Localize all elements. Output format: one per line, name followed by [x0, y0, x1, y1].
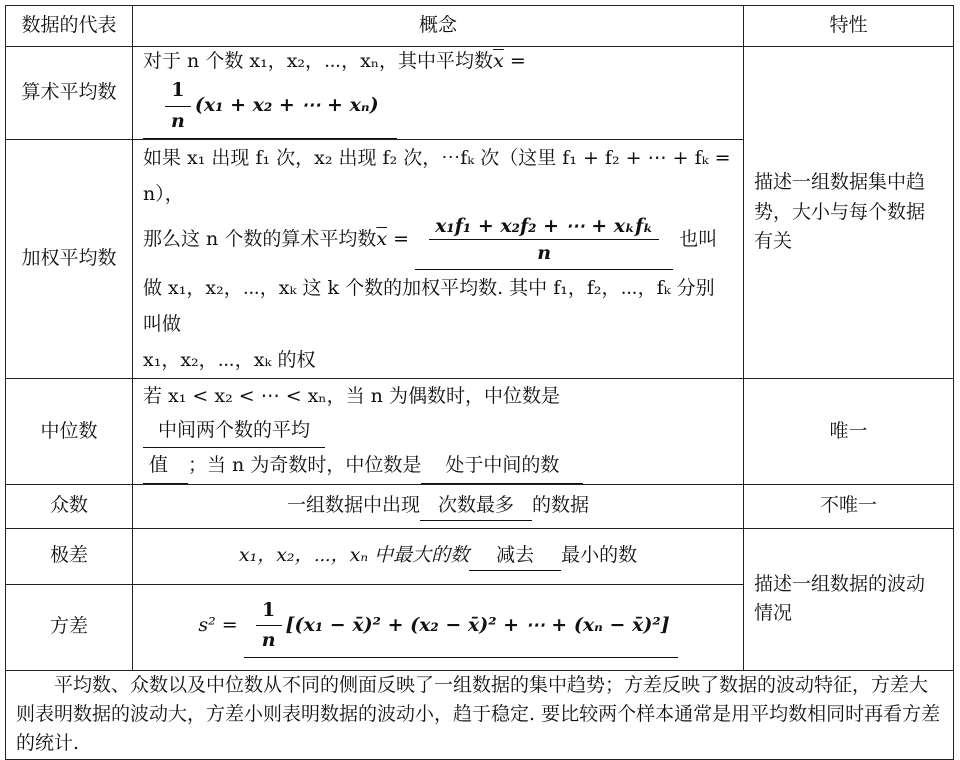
name-range: 极差	[6, 528, 133, 584]
concept-variance	[133, 584, 744, 670]
concept-median	[133, 378, 744, 484]
header-row	[6, 6, 954, 47]
variance-formula: [(x₁ − x̄)² + (x₂ − x̄)² + ⋯ + (xₙ − x̄)²]	[285, 613, 670, 636]
mode-text1: 一组数据中出现	[286, 493, 420, 516]
summary-text: 平均数、众数以及中位数从不同的侧面反映了一组数据的集中趋势；方差反映了数据的波动特征，方差大则表明数据的波动大，方差小则表明数据的波动小，趋于稳定. 要比较两个样本通常是用平均数相同时再看方差的统计.	[6, 670, 954, 759]
weighted-fraction	[429, 213, 659, 267]
row-median	[6, 378, 954, 484]
concept-range	[133, 528, 744, 584]
name-variance: 方差	[6, 584, 133, 670]
trait-mode: 不唯一	[744, 484, 954, 528]
median-blank2: 处于中间的数	[421, 448, 583, 483]
range-blank: 减去	[469, 541, 561, 571]
weighted-xbar: $\overline{x}$	[376, 227, 388, 250]
variance-frac-num: 1	[262, 598, 276, 621]
variance-lhs: s² =	[198, 613, 238, 636]
header-trait: 特性	[744, 6, 954, 47]
mode-blank: 次数最多	[420, 491, 532, 521]
trait-central-tendency: 描述一组数据集中趋势，大小与每个数据有关	[744, 47, 954, 379]
mean-xbar: $\overline{x}$	[493, 50, 504, 72]
variance-formula-box	[244, 596, 678, 659]
weighted-line1: 如果 x₁ 出现 f₁ 次，x₂ 出现 f₂ 次，⋯fₖ 次（这里 f₁ + f₂ + ⋯ + fₖ = n），	[143, 147, 731, 206]
statistics-table	[5, 5, 954, 760]
concept-arithmetic-mean	[133, 47, 744, 140]
variance-fraction	[256, 596, 282, 656]
weighted-frac-den: n	[429, 239, 659, 267]
row-mode	[6, 484, 954, 528]
median-text1: 若 x₁ < x₂ < ⋯ < xₙ，当 n 为偶数时，中位数是	[143, 384, 560, 407]
concept-weighted-mean	[133, 140, 744, 379]
header-representative: 数据的代表	[6, 6, 133, 47]
range-text1: x₁，x₂，⋯，xₙ 中最大的数	[238, 543, 470, 566]
name-mode: 众数	[6, 484, 133, 528]
trait-dispersion: 描述一组数据的波动情况	[744, 528, 954, 670]
weighted-line2	[143, 213, 733, 270]
name-median: 中位数	[6, 378, 133, 484]
weighted-eq: =	[387, 227, 410, 250]
mean-fraction	[165, 76, 191, 136]
mean-frac-den: n	[165, 106, 191, 136]
mean-eq: =	[503, 50, 526, 72]
mean-text: 对于 n 个数 x₁，x₂，⋯，xₙ，其中平均数	[143, 50, 494, 72]
variance-frac-den: n	[256, 625, 282, 655]
trait-median: 唯一	[744, 378, 954, 484]
weighted-formula-box	[415, 213, 673, 270]
row-summary	[6, 670, 954, 759]
median-text2: ；当 n 为奇数时，中位数是	[188, 454, 422, 477]
name-arithmetic-mean: 算术平均数	[6, 47, 133, 140]
mean-formula-box	[143, 76, 397, 139]
weighted-line4: x₁，x₂，⋯，xₖ 的权	[143, 348, 316, 371]
mode-text2: 的数据	[532, 493, 590, 516]
header-concept: 概念	[133, 6, 744, 47]
row-arithmetic-mean	[6, 47, 954, 140]
weighted-line3: 做 x₁，x₂，⋯，xₖ 这 k 个数的加权平均数. 其中 f₁，f₂，⋯，fₖ 分别叫做	[143, 276, 715, 335]
concept-mode	[133, 484, 744, 528]
weighted-frac-num: x₁f₁ + x₂f₂ + ⋯ + xₖfₖ	[435, 214, 654, 237]
row-range	[6, 528, 954, 584]
median-blank1b: 值	[143, 448, 188, 483]
mean-formula: (x₁ + x₂ + ⋯ + xₙ)	[194, 94, 379, 117]
median-blank1: 中间两个数的平均	[143, 413, 325, 448]
range-text2: 最小的数	[561, 543, 638, 566]
name-weighted-mean: 加权平均数	[6, 140, 133, 379]
weighted-line2-post: 也叫	[679, 227, 718, 250]
mean-frac-num: 1	[171, 79, 185, 102]
weighted-line2-pre: 那么这 n 个数的算术平均数	[143, 227, 377, 250]
